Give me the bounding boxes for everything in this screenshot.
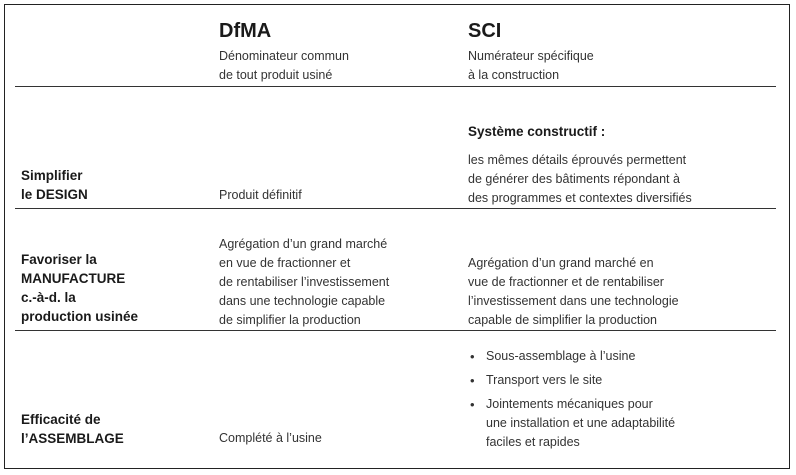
- cell-line: l’investissement dans une technologie: [468, 294, 679, 308]
- bullet-line: une installation et une adaptabilité: [486, 416, 676, 430]
- row-divider: [15, 208, 776, 209]
- cell-line: de rentabiliser l’investissement: [219, 275, 390, 289]
- sci-assemblage-cell: [468, 347, 768, 457]
- cell-line: des programmes et contextes diversifiés: [468, 191, 692, 205]
- cell-line: Agrégation d’un grand marché en: [468, 256, 654, 270]
- header-divider: [15, 86, 776, 87]
- row-label-manufacture: [21, 250, 138, 326]
- cell-line: Agrégation d’un grand marché: [219, 237, 388, 251]
- list-item: [468, 371, 768, 390]
- row-label-design: [21, 166, 88, 204]
- dfma-assemblage-cell: [219, 429, 322, 448]
- dfma-title: DfMA: [219, 20, 272, 42]
- sci-subtitle: [468, 47, 594, 85]
- row-label-line: Simplifier: [21, 168, 83, 183]
- cell-line: en vue de fractionner et: [219, 256, 351, 270]
- sci-design-heading: Système constructif :: [468, 124, 606, 139]
- sci-manufacture-cell: [468, 254, 679, 330]
- cell-line: les mêmes détails éprouvés permettent: [468, 153, 687, 167]
- cell-line: capable de simplifier la production: [468, 313, 657, 327]
- dfma-subtitle-line: Dénominateur commun: [219, 49, 349, 63]
- row-label-line: c.-à-d. la: [21, 290, 76, 305]
- bullet-line: • Sous-assemblage à l’usine: [486, 349, 636, 363]
- cell-line: vue de fractionner et de rentabiliser: [468, 275, 664, 289]
- row-label-line: production usinée: [21, 309, 139, 324]
- dfma-design-cell: [219, 186, 302, 205]
- cell-line: Complété à l’usine: [219, 431, 322, 445]
- row-label-line: Efficacité de: [21, 412, 101, 427]
- list-item: [468, 395, 768, 452]
- row-label-assemblage: [21, 410, 124, 448]
- bullet-line: faciles et rapides: [486, 435, 580, 449]
- row-divider: [15, 330, 776, 331]
- row-label-line: MANUFACTURE: [21, 271, 126, 286]
- dfma-subtitle: [219, 47, 349, 85]
- dfma-subtitle-line: de tout produit usiné: [219, 68, 333, 82]
- list-item: [468, 347, 768, 366]
- bullet-line: • Jointements mécaniques pour: [486, 397, 653, 411]
- bullet-line: • Transport vers le site: [486, 373, 603, 387]
- cell-line: de simplifier la production: [219, 313, 361, 327]
- cell-line: de générer des bâtiments répondant à: [468, 172, 680, 186]
- sci-subtitle-line: Numérateur spécifique: [468, 49, 594, 63]
- sci-title: SCI: [468, 20, 502, 42]
- row-label-line: l’ASSEMBLAGE: [21, 431, 124, 446]
- row-label-line: le DESIGN: [21, 187, 88, 202]
- dfma-manufacture-cell: [219, 235, 389, 330]
- sci-subtitle-line: à la construction: [468, 68, 560, 82]
- bullet-list: [468, 347, 768, 452]
- cell-line: dans une technologie capable: [219, 294, 386, 308]
- cell-line: Produit définitif: [219, 188, 302, 202]
- row-label-line: Favoriser la: [21, 252, 97, 267]
- sci-design-cell: [468, 151, 692, 208]
